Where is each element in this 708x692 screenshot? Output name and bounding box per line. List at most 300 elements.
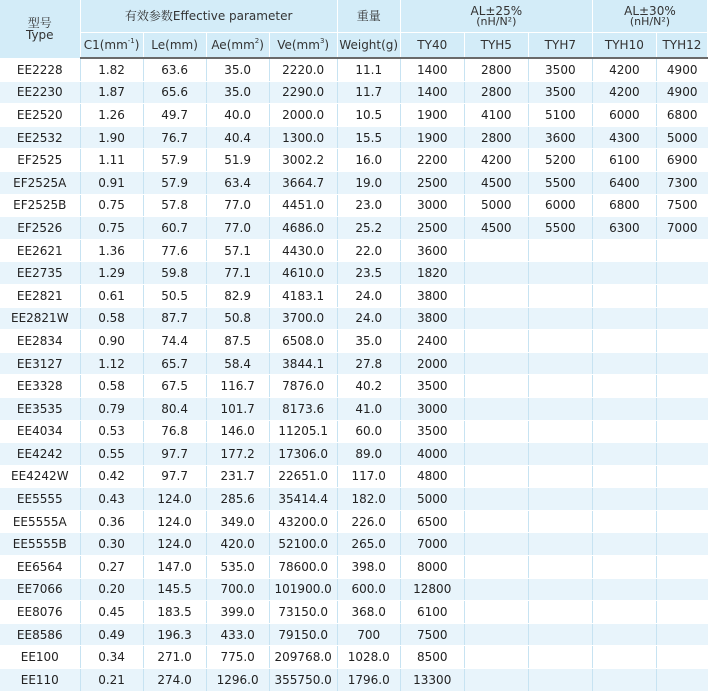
cell-tyh5 bbox=[464, 330, 528, 353]
cell-type: EE2821W bbox=[0, 307, 80, 330]
table-row bbox=[0, 217, 708, 240]
cell-le: 87.7 bbox=[143, 307, 206, 330]
cell-tyh10 bbox=[592, 352, 656, 375]
cell-ve: 4610.0 bbox=[269, 262, 337, 285]
cell-tyh10 bbox=[592, 443, 656, 466]
cell-tyh12 bbox=[656, 307, 707, 330]
cell-type: EE4242 bbox=[0, 443, 80, 466]
cell-ty40: 3800 bbox=[400, 307, 464, 330]
cell-weight: 10.5 bbox=[337, 104, 400, 127]
cell-tyh12 bbox=[656, 330, 707, 353]
cell-tyh5 bbox=[464, 397, 528, 420]
cell-tyh10 bbox=[592, 601, 656, 624]
cell-ve: 4451.0 bbox=[269, 194, 337, 217]
table-row bbox=[0, 646, 708, 669]
cell-ve: 3844.1 bbox=[269, 352, 337, 375]
tyh7-header: TYH7 bbox=[528, 33, 592, 59]
cell-ty40: 1400 bbox=[400, 81, 464, 104]
table-row bbox=[0, 510, 708, 533]
cell-weight: 25.2 bbox=[337, 217, 400, 240]
cell-tyh10: 6100 bbox=[592, 149, 656, 172]
cell-ve: 43200.0 bbox=[269, 510, 337, 533]
cell-le: 67.5 bbox=[143, 375, 206, 398]
cell-tyh12: 7300 bbox=[656, 171, 707, 194]
cell-c1: 0.49 bbox=[80, 623, 143, 646]
cell-tyh7 bbox=[528, 375, 592, 398]
cell-tyh5: 2800 bbox=[464, 81, 528, 104]
cell-ty40: 7000 bbox=[400, 533, 464, 556]
cell-tyh5 bbox=[464, 239, 528, 262]
cell-tyh10 bbox=[592, 262, 656, 285]
cell-weight: 41.0 bbox=[337, 397, 400, 420]
cell-tyh12 bbox=[656, 420, 707, 443]
cell-weight: 27.8 bbox=[337, 352, 400, 375]
cell-le: 77.6 bbox=[143, 239, 206, 262]
cell-le: 60.7 bbox=[143, 217, 206, 240]
cell-ty40: 3500 bbox=[400, 375, 464, 398]
cell-tyh10 bbox=[592, 397, 656, 420]
cell-ty40: 4800 bbox=[400, 465, 464, 488]
cell-tyh10: 6000 bbox=[592, 104, 656, 127]
cell-type: EE5555 bbox=[0, 488, 80, 511]
cell-ty40: 2000 bbox=[400, 352, 464, 375]
cell-ve: 8173.6 bbox=[269, 397, 337, 420]
cell-weight: 24.0 bbox=[337, 307, 400, 330]
cell-ve: 11205.1 bbox=[269, 420, 337, 443]
cell-type: EF2526 bbox=[0, 217, 80, 240]
cell-tyh10 bbox=[592, 239, 656, 262]
cell-tyh7 bbox=[528, 533, 592, 556]
weight-header-cn: 重量 bbox=[337, 0, 400, 33]
cell-tyh5 bbox=[464, 623, 528, 646]
cell-weight: 23.0 bbox=[337, 194, 400, 217]
cell-ty40: 4000 bbox=[400, 443, 464, 466]
cell-weight: 15.5 bbox=[337, 126, 400, 149]
cell-type: EE100 bbox=[0, 646, 80, 669]
cell-tyh7 bbox=[528, 623, 592, 646]
cell-c1: 0.45 bbox=[80, 601, 143, 624]
tyh12-header: TYH12 bbox=[656, 33, 707, 59]
cell-ve: 35414.4 bbox=[269, 488, 337, 511]
cell-le: 124.0 bbox=[143, 510, 206, 533]
c1-header: $C1(mm^{-1})$ bbox=[80, 33, 143, 59]
cell-le: 76.8 bbox=[143, 420, 206, 443]
cell-tyh12 bbox=[656, 465, 707, 488]
cell-ae: 285.6 bbox=[206, 488, 269, 511]
cell-tyh12: 5000 bbox=[656, 126, 707, 149]
table-row bbox=[0, 307, 708, 330]
cell-tyh12 bbox=[656, 578, 707, 601]
cell-tyh10 bbox=[592, 623, 656, 646]
cell-ae: 775.0 bbox=[206, 646, 269, 669]
cell-ve: 22651.0 bbox=[269, 465, 337, 488]
cell-tyh7 bbox=[528, 420, 592, 443]
table-row bbox=[0, 465, 708, 488]
cell-c1: 1.82 bbox=[80, 58, 143, 81]
table-row bbox=[0, 171, 708, 194]
cell-tyh5: 4500 bbox=[464, 217, 528, 240]
cell-ve: 17306.0 bbox=[269, 443, 337, 466]
effective-parameter-header: 有效参数Effective parameter bbox=[80, 0, 337, 33]
cell-ty40: 5000 bbox=[400, 488, 464, 511]
cell-ae: 77.1 bbox=[206, 262, 269, 285]
cell-tyh12: 7000 bbox=[656, 217, 707, 240]
cell-ty40: 2500 bbox=[400, 171, 464, 194]
cell-tyh12 bbox=[656, 239, 707, 262]
cell-ve: 3002.2 bbox=[269, 149, 337, 172]
cell-tyh10 bbox=[592, 556, 656, 579]
table-header bbox=[0, 0, 708, 58]
cell-tyh10 bbox=[592, 533, 656, 556]
cell-weight: 40.2 bbox=[337, 375, 400, 398]
cell-tyh5: 4200 bbox=[464, 149, 528, 172]
cell-c1: 0.21 bbox=[80, 669, 143, 692]
cell-tyh10 bbox=[592, 488, 656, 511]
cell-tyh5 bbox=[464, 488, 528, 511]
cell-tyh12 bbox=[656, 352, 707, 375]
cell-tyh7 bbox=[528, 578, 592, 601]
cell-le: 76.7 bbox=[143, 126, 206, 149]
cell-c1: 0.90 bbox=[80, 330, 143, 353]
cell-ae: 700.0 bbox=[206, 578, 269, 601]
cell-tyh5 bbox=[464, 420, 528, 443]
cell-c1: 0.53 bbox=[80, 420, 143, 443]
cell-type: EE8076 bbox=[0, 601, 80, 624]
cell-tyh5 bbox=[464, 307, 528, 330]
cell-ae: 433.0 bbox=[206, 623, 269, 646]
cell-ty40: 6500 bbox=[400, 510, 464, 533]
cell-le: 57.8 bbox=[143, 194, 206, 217]
cell-ae: 35.0 bbox=[206, 81, 269, 104]
cell-tyh7 bbox=[528, 465, 592, 488]
table-row bbox=[0, 375, 708, 398]
cell-tyh5 bbox=[464, 443, 528, 466]
cell-ae: 146.0 bbox=[206, 420, 269, 443]
cell-ve: 4686.0 bbox=[269, 217, 337, 240]
cell-le: 97.7 bbox=[143, 443, 206, 466]
type-header-cn: 型号 bbox=[27, 15, 52, 30]
table-row bbox=[0, 533, 708, 556]
cell-type: EF2525B bbox=[0, 194, 80, 217]
cell-weight: 16.0 bbox=[337, 149, 400, 172]
cell-ae: 101.7 bbox=[206, 397, 269, 420]
cell-tyh7: 5500 bbox=[528, 217, 592, 240]
cell-type: EE2520 bbox=[0, 104, 80, 127]
cell-tyh10 bbox=[592, 669, 656, 692]
cell-ty40: 2500 bbox=[400, 217, 464, 240]
cell-c1: 0.79 bbox=[80, 397, 143, 420]
cell-tyh12 bbox=[656, 284, 707, 307]
cell-ve: 7876.0 bbox=[269, 375, 337, 398]
cell-ty40: 1900 bbox=[400, 126, 464, 149]
cell-tyh12 bbox=[656, 510, 707, 533]
cell-tyh7 bbox=[528, 239, 592, 262]
cell-tyh7: 5500 bbox=[528, 171, 592, 194]
cell-ve: 3664.7 bbox=[269, 171, 337, 194]
cell-ae: 420.0 bbox=[206, 533, 269, 556]
cell-tyh7 bbox=[528, 262, 592, 285]
le-header: Le(mm) bbox=[143, 33, 206, 59]
cell-c1: 0.61 bbox=[80, 284, 143, 307]
cell-ae: 40.0 bbox=[206, 104, 269, 127]
cell-tyh10: 4300 bbox=[592, 126, 656, 149]
table-body bbox=[0, 58, 708, 691]
cell-tyh12 bbox=[656, 533, 707, 556]
cell-tyh12 bbox=[656, 623, 707, 646]
cell-weight: 398.0 bbox=[337, 556, 400, 579]
cell-ae: 231.7 bbox=[206, 465, 269, 488]
table-row bbox=[0, 669, 708, 692]
cell-ve: 6508.0 bbox=[269, 330, 337, 353]
cell-tyh5: 5000 bbox=[464, 194, 528, 217]
cell-tyh10 bbox=[592, 578, 656, 601]
cell-c1: 1.29 bbox=[80, 262, 143, 285]
cell-tyh7 bbox=[528, 556, 592, 579]
cell-ae: 35.0 bbox=[206, 58, 269, 81]
table-row bbox=[0, 578, 708, 601]
cell-ae: 77.0 bbox=[206, 217, 269, 240]
cell-ty40: 6100 bbox=[400, 601, 464, 624]
cell-tyh12 bbox=[656, 488, 707, 511]
cell-le: 50.5 bbox=[143, 284, 206, 307]
cell-tyh7 bbox=[528, 510, 592, 533]
cell-type: EE6564 bbox=[0, 556, 80, 579]
table-row bbox=[0, 149, 708, 172]
cell-tyh10 bbox=[592, 307, 656, 330]
cell-weight: 226.0 bbox=[337, 510, 400, 533]
cell-c1: 0.36 bbox=[80, 510, 143, 533]
cell-weight: 182.0 bbox=[337, 488, 400, 511]
cell-le: 196.3 bbox=[143, 623, 206, 646]
cell-le: 74.4 bbox=[143, 330, 206, 353]
ae-header: $Ae(mm^2)$ bbox=[206, 33, 269, 59]
cell-tyh5 bbox=[464, 669, 528, 692]
cell-tyh12 bbox=[656, 443, 707, 466]
cell-ty40: 2400 bbox=[400, 330, 464, 353]
cell-ve: 1300.0 bbox=[269, 126, 337, 149]
cell-weight: 1028.0 bbox=[337, 646, 400, 669]
table-row bbox=[0, 104, 708, 127]
cell-tyh10 bbox=[592, 284, 656, 307]
cell-ty40: 1900 bbox=[400, 104, 464, 127]
cell-type: EE2735 bbox=[0, 262, 80, 285]
cell-tyh10 bbox=[592, 510, 656, 533]
cell-weight: 700 bbox=[337, 623, 400, 646]
cell-ae: 87.5 bbox=[206, 330, 269, 353]
cell-ve: 73150.0 bbox=[269, 601, 337, 624]
cell-weight: 11.7 bbox=[337, 81, 400, 104]
cell-c1: 0.91 bbox=[80, 171, 143, 194]
cell-tyh7 bbox=[528, 397, 592, 420]
cell-weight: 60.0 bbox=[337, 420, 400, 443]
cell-weight: 89.0 bbox=[337, 443, 400, 466]
cell-le: 57.9 bbox=[143, 171, 206, 194]
cell-type: EE2834 bbox=[0, 330, 80, 353]
cell-ty40: 3500 bbox=[400, 420, 464, 443]
table-row bbox=[0, 556, 708, 579]
cell-tyh5 bbox=[464, 284, 528, 307]
table-row bbox=[0, 488, 708, 511]
al25-unit: (nH/N²) bbox=[476, 14, 517, 28]
cell-type: EE2821 bbox=[0, 284, 80, 307]
cell-weight: 117.0 bbox=[337, 465, 400, 488]
cell-ae: 40.4 bbox=[206, 126, 269, 149]
cell-c1: 1.26 bbox=[80, 104, 143, 127]
cell-tyh7 bbox=[528, 443, 592, 466]
cell-ve: 101900.0 bbox=[269, 578, 337, 601]
cell-ve: 4183.1 bbox=[269, 284, 337, 307]
cell-type: EE2230 bbox=[0, 81, 80, 104]
cell-le: 97.7 bbox=[143, 465, 206, 488]
cell-c1: 1.12 bbox=[80, 352, 143, 375]
cell-ve: 79150.0 bbox=[269, 623, 337, 646]
cell-ty40: 1820 bbox=[400, 262, 464, 285]
cell-le: 65.7 bbox=[143, 352, 206, 375]
cell-tyh10: 6800 bbox=[592, 194, 656, 217]
cell-tyh7 bbox=[528, 307, 592, 330]
al25-label: AL±25% bbox=[470, 3, 523, 18]
cell-ae: 57.1 bbox=[206, 239, 269, 262]
cell-c1: 0.34 bbox=[80, 646, 143, 669]
cell-tyh12 bbox=[656, 262, 707, 285]
cell-ve: 2290.0 bbox=[269, 81, 337, 104]
table-row bbox=[0, 352, 708, 375]
cell-tyh7 bbox=[528, 646, 592, 669]
cell-type: EE3127 bbox=[0, 352, 80, 375]
cell-weight: 22.0 bbox=[337, 239, 400, 262]
cell-tyh12: 4900 bbox=[656, 58, 707, 81]
cell-tyh12: 6900 bbox=[656, 149, 707, 172]
table-row bbox=[0, 262, 708, 285]
cell-type: EE8586 bbox=[0, 623, 80, 646]
cell-weight: 19.0 bbox=[337, 171, 400, 194]
cell-le: 271.0 bbox=[143, 646, 206, 669]
cell-type: EE2228 bbox=[0, 58, 80, 81]
cell-tyh12 bbox=[656, 601, 707, 624]
cell-c1: 0.75 bbox=[80, 217, 143, 240]
cell-ty40: 8500 bbox=[400, 646, 464, 669]
table-row bbox=[0, 397, 708, 420]
cell-ty40: 3600 bbox=[400, 239, 464, 262]
cell-ty40: 3000 bbox=[400, 397, 464, 420]
cell-weight: 600.0 bbox=[337, 578, 400, 601]
cell-tyh7: 6000 bbox=[528, 194, 592, 217]
cell-tyh10: 4200 bbox=[592, 58, 656, 81]
cell-type: EF2525 bbox=[0, 149, 80, 172]
cell-tyh5 bbox=[464, 646, 528, 669]
table-row bbox=[0, 601, 708, 624]
cell-c1: 1.87 bbox=[80, 81, 143, 104]
cell-tyh7 bbox=[528, 284, 592, 307]
cell-tyh5 bbox=[464, 556, 528, 579]
cell-le: 183.5 bbox=[143, 601, 206, 624]
cell-ve: 4430.0 bbox=[269, 239, 337, 262]
cell-ae: 58.4 bbox=[206, 352, 269, 375]
cell-ve: 2000.0 bbox=[269, 104, 337, 127]
cell-tyh10 bbox=[592, 375, 656, 398]
cell-ty40: 8000 bbox=[400, 556, 464, 579]
table-row bbox=[0, 126, 708, 149]
al25-header bbox=[400, 0, 592, 33]
cell-weight: 24.0 bbox=[337, 284, 400, 307]
cell-ae: 82.9 bbox=[206, 284, 269, 307]
cell-c1: 1.11 bbox=[80, 149, 143, 172]
cell-tyh7: 5100 bbox=[528, 104, 592, 127]
cell-c1: 0.27 bbox=[80, 556, 143, 579]
cell-ae: 535.0 bbox=[206, 556, 269, 579]
ty40-header: TY40 bbox=[400, 33, 464, 59]
cell-type: EE4242W bbox=[0, 465, 80, 488]
table-row bbox=[0, 284, 708, 307]
cell-type: EE2532 bbox=[0, 126, 80, 149]
cell-tyh10 bbox=[592, 646, 656, 669]
cell-tyh7: 3600 bbox=[528, 126, 592, 149]
cell-ae: 349.0 bbox=[206, 510, 269, 533]
cell-tyh12: 4900 bbox=[656, 81, 707, 104]
type-header bbox=[0, 0, 80, 58]
cell-tyh12 bbox=[656, 375, 707, 398]
table-row bbox=[0, 81, 708, 104]
cell-type: EE4034 bbox=[0, 420, 80, 443]
cell-type: EE2621 bbox=[0, 239, 80, 262]
cell-type: EF2525A bbox=[0, 171, 80, 194]
cell-ty40: 7500 bbox=[400, 623, 464, 646]
table-row bbox=[0, 330, 708, 353]
table-row bbox=[0, 443, 708, 466]
cell-c1: 0.20 bbox=[80, 578, 143, 601]
cell-c1: 0.42 bbox=[80, 465, 143, 488]
cell-le: 124.0 bbox=[143, 488, 206, 511]
cell-ty40: 2200 bbox=[400, 149, 464, 172]
cell-tyh7: 3500 bbox=[528, 58, 592, 81]
cell-ae: 116.7 bbox=[206, 375, 269, 398]
cell-ae: 399.0 bbox=[206, 601, 269, 624]
cell-tyh12 bbox=[656, 556, 707, 579]
cell-ae: 177.2 bbox=[206, 443, 269, 466]
cell-le: 65.6 bbox=[143, 81, 206, 104]
cell-ty40: 12800 bbox=[400, 578, 464, 601]
cell-ae: 77.0 bbox=[206, 194, 269, 217]
table-row bbox=[0, 239, 708, 262]
cell-ve: 355750.0 bbox=[269, 669, 337, 692]
cell-c1: 0.75 bbox=[80, 194, 143, 217]
al30-label: AL±30% bbox=[624, 3, 676, 18]
cell-tyh5 bbox=[464, 262, 528, 285]
cell-type: EE7066 bbox=[0, 578, 80, 601]
table-row bbox=[0, 623, 708, 646]
cell-c1: 0.55 bbox=[80, 443, 143, 466]
cell-tyh5 bbox=[464, 375, 528, 398]
cell-ae: 50.8 bbox=[206, 307, 269, 330]
cell-tyh5: 4500 bbox=[464, 171, 528, 194]
cell-c1: 0.43 bbox=[80, 488, 143, 511]
cell-tyh7 bbox=[528, 669, 592, 692]
cell-type: EE5555B bbox=[0, 533, 80, 556]
cell-tyh10: 4200 bbox=[592, 81, 656, 104]
cell-c1: 1.36 bbox=[80, 239, 143, 262]
cell-ty40: 13300 bbox=[400, 669, 464, 692]
cell-tyh7 bbox=[528, 488, 592, 511]
cell-weight: 23.5 bbox=[337, 262, 400, 285]
table-row bbox=[0, 420, 708, 443]
cell-le: 274.0 bbox=[143, 669, 206, 692]
cell-tyh7: 5200 bbox=[528, 149, 592, 172]
cell-tyh5 bbox=[464, 510, 528, 533]
tyh10-header: TYH10 bbox=[592, 33, 656, 59]
cell-weight: 1796.0 bbox=[337, 669, 400, 692]
al30-header bbox=[592, 0, 707, 33]
cell-tyh5: 2800 bbox=[464, 58, 528, 81]
